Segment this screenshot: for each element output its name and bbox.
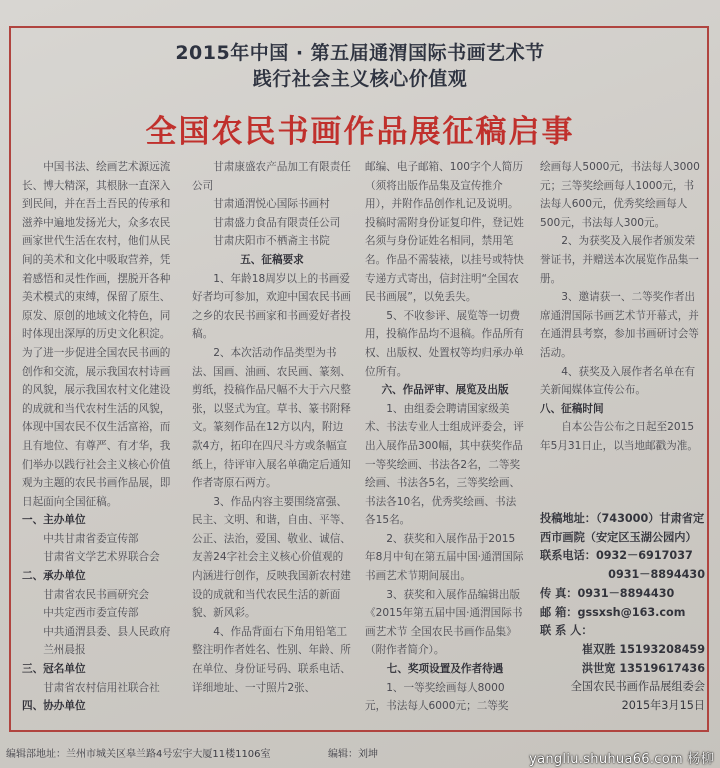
organizer-item: 兰州晨报	[43, 644, 86, 657]
co-organizer-item: 甘肃盛力食品有限责任公司	[213, 216, 341, 229]
co-organizer-item: 甘肃通渭悦心国际书画村	[213, 198, 330, 211]
column-4	[540, 158, 702, 456]
award-paragraph: 2、为获奖及入展作者颁发荣誉证书，并赠送本次展览作品集一册。	[540, 235, 699, 285]
editor-credit: 编辑：刘坤	[328, 749, 378, 760]
main-title: 全国农民书画作品展征稿启事	[145, 114, 575, 150]
fax-label: 传 真：	[540, 586, 578, 600]
review-paragraph: 1、由组委会聘请国家级美术、书法专业人士组成评委会，评出入展作品300幅，其中获奖作品一等奖绘画、书法各2名，二等奖绘画、书法各5名，三等奖绘画、书法各10名，优秀奖绘画、书法各15名。	[365, 402, 524, 527]
award-continued: 绘画每人5000元，书法每人3000元；三等奖绘画每人1000元，书法每人600元，优秀奖绘画每人500元，书法每人300元。	[540, 161, 700, 229]
submission-address: 投稿地址：（743000）甘肃省定西市画院（安定区玉湖公园内）	[540, 512, 705, 544]
watermark-text: yangliu.shuhua66.com 杨柳	[529, 752, 714, 767]
publish-date: 2015年3月15日	[621, 699, 705, 713]
section-review: 六、作品评审、展览及出版	[381, 384, 509, 397]
award-paragraph: 1、一等奖绘画每人8000元，书法每人6000元；二等奖	[365, 681, 509, 713]
column-3	[365, 158, 525, 716]
organizer-item: 中共定西市委宣传部	[43, 607, 139, 620]
email-label: 邮 箱：	[540, 605, 578, 619]
host-item: 中共甘肃省委宣传部	[43, 532, 139, 545]
fax-number: 0931－8894430	[577, 586, 675, 600]
contact-person: 崔双胜 15193208459	[581, 642, 705, 656]
contact-person: 洪世宽 13519617436	[581, 661, 705, 675]
requirement-paragraph: 1、年龄18周岁以上的书画爱好者均可参加，欢迎中国农民书画之乡的农民书画家和书画爱好者投稿。	[192, 272, 351, 341]
contact-person-label: 联 系 人：	[540, 624, 593, 638]
organizing-committee: 全国农民书画作品展组委会	[570, 680, 705, 694]
column-1	[22, 158, 177, 716]
column-2	[192, 158, 352, 697]
editorial-address: 编辑部地址：兰州市城关区皋兰路4号宏宇大厦11楼1106室	[6, 749, 271, 760]
requirement-paragraph: 2、本次活动作品类型为书法、国画、油画、农民画、篆刻、剪纸，投稿作品尺幅不大于六尺整张，以竖式为宜。草书、篆书附释文。篆刻作品在12方以内，附边款4方，拓印在四尺斗方或条幅宣纸上，待评审入展名单确定后通知作者寄原石两方。	[192, 346, 351, 490]
section-awards: 七、奖项设置及作者待遇	[386, 663, 504, 676]
co-organizer-item: 甘肃康盛农产品加工有限责任公司	[192, 161, 351, 192]
review-paragraph: 2、获奖和入展作品于2015年8月中旬在第五届中国·通渭国际书画艺术节期间展出。	[365, 532, 524, 583]
requirement-paragraph: 3、作品内容主要围绕富强、民主、文明、和谐，自由、平等、公正、法治，爱国、敬业、诚信、友善24字社会主义核心价值观的内涵进行创作，反映我国新农村建设的成就和当代农民生活的新面貌、新风彩。	[192, 495, 351, 620]
phone-number: 0931－8894430	[608, 568, 705, 582]
co-organizer-item: 甘肃庆阳市不栖斋主书院	[213, 235, 330, 248]
headline-line1: 2015年中国 · 第五届通渭国际书画艺术节	[175, 42, 545, 64]
organizer-item: 甘肃省农民书画研究会	[43, 588, 150, 601]
phone-number: 0932－6917037	[595, 549, 693, 563]
headline-line2: 践行社会主义核心价值观	[252, 68, 468, 90]
section-deadline: 八、征稿时间	[540, 402, 604, 415]
title-sponsor-item: 甘肃省农村信用社联合社	[43, 681, 160, 694]
phone-label: 联系电话：	[540, 549, 596, 563]
section-organizer: 二、承办单位	[22, 570, 86, 583]
section-co-organizer: 四、协办单位	[22, 700, 86, 713]
award-paragraph: 4、获奖及入展作者名单在有关新闻媒体宣传公布。	[540, 365, 696, 397]
intro-paragraph: 中国书法、绘画艺术源远流长、博大精深，其根脉一直深入到民间，并在吾土吾民的传承和滋养中遍地发扬光大，众多农民画家世代生活在农村，他们从民间的美术和文化中吸取营养，凭着感悟和灵性作画，摆脱开各种美术模式的束缚，保留了原生、原发、原创的地域文化特色，同时体现出深厚的历史文化积淀。为了进一步促进全国农民书画的创作和交流，展示我国农村诗画的风貌，展示我国农村文化建设的成就和当代农村生活的风貌，体现中国农民不仅生活富裕，而且有地位、有尊严、有才华，我们举办以践行社会主义核心价值观为主题的农民书画作品展，即日起面向全国征稿。	[22, 161, 171, 508]
section-title-sponsor: 三、冠名单位	[22, 663, 86, 676]
award-paragraph: 3、邀请获一、二等奖作者出席通渭国际书画艺术节开幕式，并在通渭县考察，参加书画研讨会等活动。	[540, 291, 699, 359]
requirement-paragraph: 5、不收参评、展览等一切费用，投稿作品均不退稿。作品所有权、出版权、处置权等均归承办单位所有。	[365, 309, 524, 378]
review-paragraph: 3、获奖和入展作品编辑出版《2015年第五届中国·通渭国际书画艺术节 全国农民书画作品集》（附作者简介）。	[365, 588, 523, 657]
requirement-paragraph: 4、作品背面右下角用铅笔工整注明作者姓名、性别、年龄、所在单位、身份证号码、联系电话、详细地址、一寸照片2张、	[192, 625, 351, 694]
organizer-item: 中共通渭县委、县人民政府	[43, 625, 171, 638]
deadline-paragraph: 自本公告公布之日起至2015年5月31日止，以当地邮戳为准。	[540, 421, 698, 452]
contact-block	[540, 510, 705, 716]
requirement-continued: 邮编、电子邮箱、100字个人简历（须将出版作品集及宣传推介用），并附作品创作札记及说明。投稿时需附身份证复印件，登记姓名须与身份证姓名相同，禁用笔名。作品不需装裱，以挂号或特快专递方式寄出，信封注明“全国农民书画展”，以免丢失。	[365, 161, 524, 304]
section-requirements: 五、征稿要求	[240, 253, 304, 266]
section-host: 一、主办单位	[22, 514, 86, 527]
host-item: 甘肃省文学艺术界联合会	[43, 551, 160, 564]
email-address: gssxsh@163.com	[577, 605, 686, 619]
